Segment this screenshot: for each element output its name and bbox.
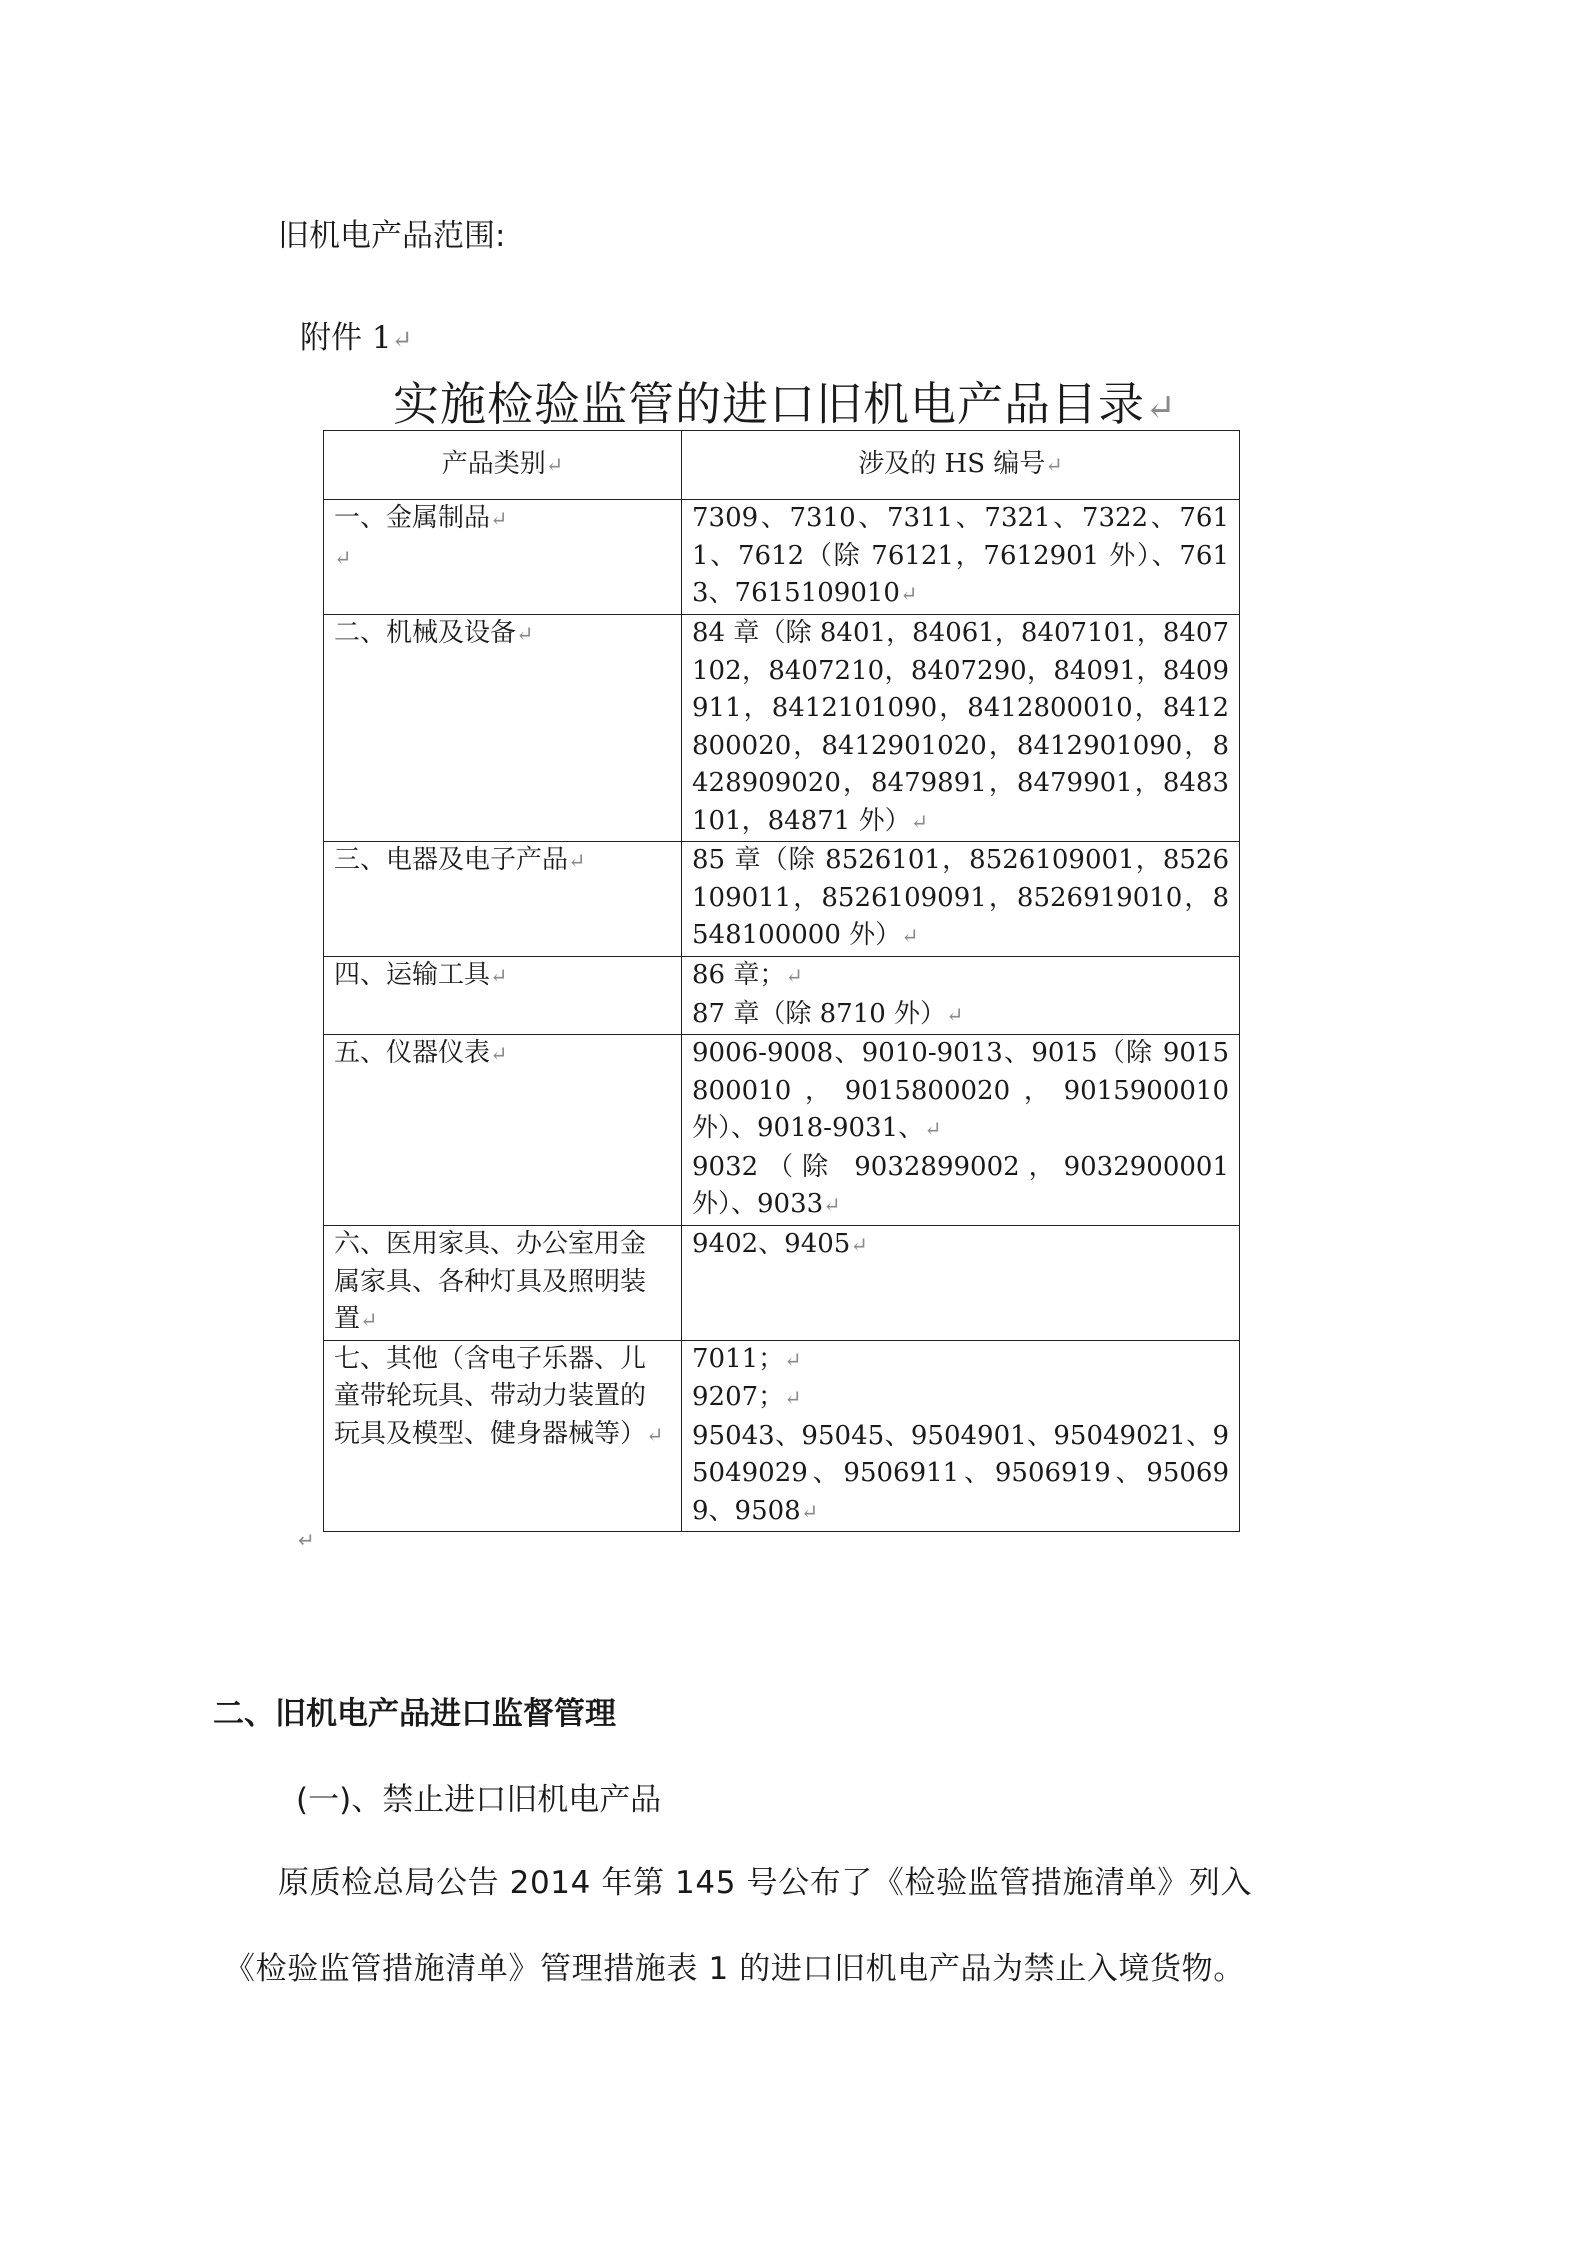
attachment-label	[300, 312, 412, 357]
hs-codes-cell: 84 章（除 8401，84061，8407101，8407102，8407210，8407290，84091，8409911，8412101090，8412800010，8412800020，8412901020，8412901090，8428909020，8479891，8479901，8483101，84871 外）↵	[682, 615, 1240, 842]
return-mark-icon: ↵	[910, 809, 929, 834]
table-header-row	[324, 431, 1240, 500]
paragraph-line: 原质检总局公告 2014 年第 145 号公布了《检验监管措施清单》列入	[278, 1865, 1253, 1901]
return-mark-icon: ↵	[901, 924, 919, 948]
return-mark-icon: ↵	[1045, 452, 1063, 477]
table-title	[393, 368, 1177, 434]
hs-codes-cell: 7309、7310、7311、7321、7322、7611、7612（除 76121，7612901 外）、7613、7615109010↵	[682, 500, 1240, 615]
attachment-text: 附件 1	[300, 320, 392, 356]
return-mark-icon: ↵	[800, 1499, 819, 1524]
return-mark-icon: ↵	[924, 1117, 942, 1141]
return-mark-icon: ↵	[298, 1528, 315, 1552]
category-cell: 一、金属制品↵ ↵	[324, 500, 682, 615]
return-mark-icon: ↵	[646, 1422, 664, 1447]
return-mark-icon: ↵	[490, 1042, 508, 1066]
category-cell: 五、仪器仪表↵	[324, 1035, 682, 1226]
category-cell: 七、其他（含电子乐器、儿童带轮玩具、带动力装置的玩具及模型、健身器械等）↵	[324, 1340, 682, 1532]
return-mark-icon: ↵	[360, 1308, 378, 1332]
hs-codes-cell: 9402、9405↵	[682, 1226, 1240, 1341]
scope-label: 旧机电产品范围:	[278, 218, 506, 254]
table-row	[324, 1035, 1240, 1226]
return-mark-icon: ↵	[391, 325, 413, 354]
category-cell: 二、机械及设备↵	[324, 615, 682, 842]
header-hs-codes: 涉及的 HS 编号↵	[682, 431, 1240, 500]
table-row	[324, 1340, 1240, 1532]
table-row	[324, 842, 1240, 957]
hs-codes-cell: 9006-9008、9010-9013、9015（除 9015800010，9015800020，9015900010 外）、9018-9031、↵ 9032（除 9032899002，9032900001 外）、9033↵	[682, 1035, 1240, 1226]
hs-codes-cell: 86 章；↵ 87 章（除 8710 外）↵	[682, 957, 1240, 1035]
return-mark-icon: ↵	[568, 849, 586, 873]
hs-codes-cell: 85 章（除 8526101，8526109001，8526109011，8526109091，8526919010，8548100000 外）↵	[682, 842, 1240, 957]
table-title-text: 实施检验监管的进口旧机电产品目录	[393, 377, 1145, 431]
return-mark-icon: ↵	[490, 964, 508, 988]
subsection-heading: (一)、禁止进口旧机电产品	[296, 1782, 662, 1818]
category-cell: 六、医用家具、办公室用金属家具、各种灯具及照明装置↵	[324, 1226, 682, 1341]
return-mark-icon: ↵	[516, 622, 534, 646]
return-mark-icon: ↵	[785, 964, 803, 988]
category-cell: 三、电器及电子产品↵	[324, 842, 682, 957]
table-row	[324, 500, 1240, 615]
return-mark-icon: ↵	[899, 582, 918, 606]
header-category: 产品类别↵	[324, 431, 682, 500]
table-row	[324, 615, 1240, 842]
return-mark-icon: ↵	[784, 1347, 802, 1372]
hs-codes-cell: 7011；↵ 9207；↵ 95043、95045、9504901、95049021、95049029、9506911、9506919、950699、9508↵	[682, 1340, 1240, 1532]
table-row	[324, 1226, 1240, 1341]
return-mark-icon: ↵	[490, 507, 508, 531]
return-mark-icon: ↵	[946, 1002, 964, 1027]
category-cell: 四、运输工具↵	[324, 957, 682, 1035]
return-mark-icon: ↵	[1145, 386, 1177, 429]
section-heading: 二、旧机电产品进口监督管理	[213, 1696, 616, 1732]
return-mark-icon: ↵	[545, 452, 564, 477]
paragraph-line: 《检验监管措施清单》管理措施表 1 的进口旧机电产品为禁止入境货物。	[224, 1951, 1245, 1987]
catalog-table	[323, 430, 1240, 1532]
return-mark-icon: ↵	[823, 1193, 841, 1217]
return-mark-icon: ↵	[334, 545, 352, 570]
table-row	[324, 957, 1240, 1035]
return-mark-icon: ↵	[784, 1386, 802, 1410]
return-mark-icon: ↵	[850, 1233, 868, 1257]
